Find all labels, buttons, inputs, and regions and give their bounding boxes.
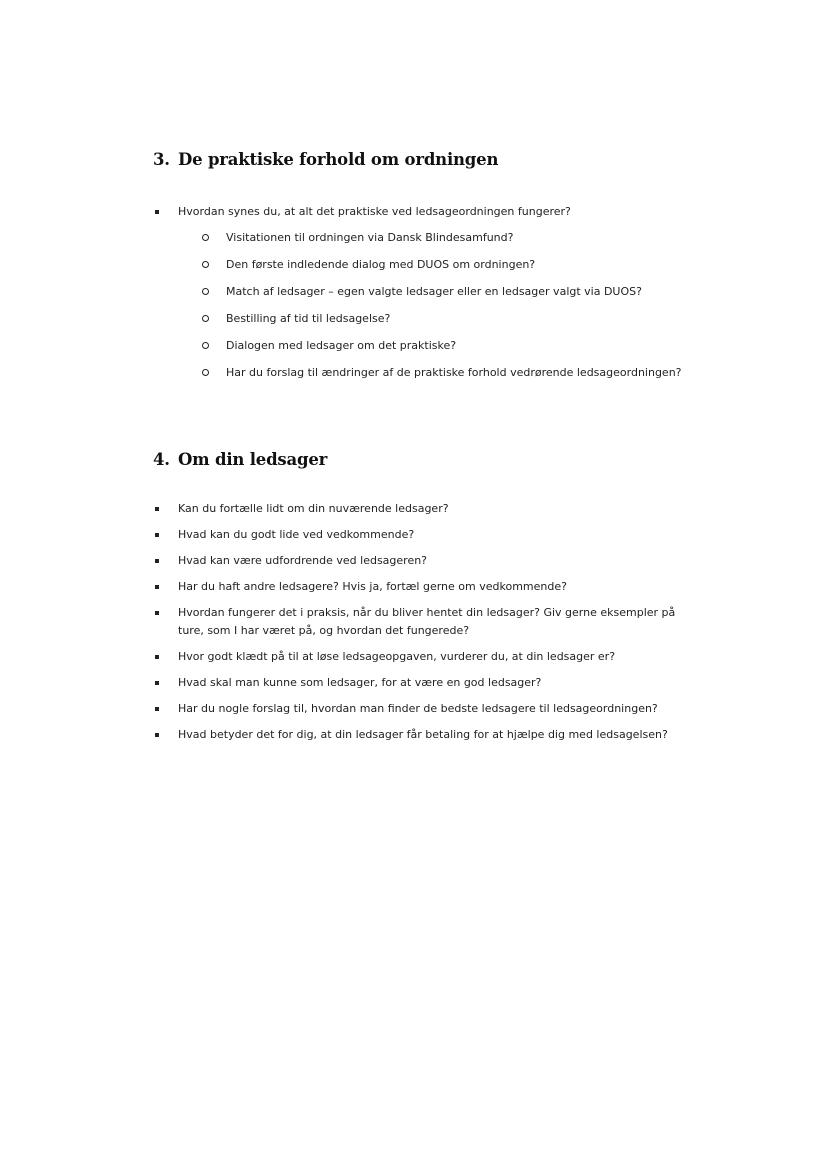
list-item-text: Hvad kan du godt lide ved vedkommende? — [178, 528, 415, 541]
square-bullet-icon — [155, 733, 159, 737]
list-item — [153, 700, 693, 718]
list-item — [153, 674, 693, 692]
section-4-heading — [153, 450, 327, 469]
section-3-number: 3. — [153, 150, 170, 169]
list-item — [153, 726, 693, 744]
list-item-text: Har du haft andre ledsagere? Hvis ja, fortæl gerne om vedkommende? — [178, 580, 567, 593]
list-item-text: Den første indledende dialog med DUOS om ordningen? — [226, 258, 536, 271]
list-item-text: Hvad skal man kunne som ledsager, for at være en god ledsager? — [178, 676, 542, 689]
list-item — [153, 526, 693, 544]
square-bullet-icon — [155, 210, 159, 214]
square-bullet-icon — [155, 707, 159, 711]
list-item-text: Har du nogle forslag til, hvordan man finder de bedste ledsagere til ledsageordningen? — [178, 702, 658, 715]
list-item — [153, 500, 693, 518]
list-item-text: Har du forslag til ændringer af de praktiske forhold vedrørende ledsageordningen? — [226, 366, 682, 379]
circle-bullet-icon — [202, 234, 209, 241]
section-4-list — [153, 500, 693, 752]
list-item-text: Match af ledsager – egen valgte ledsager eller en ledsager valgt via DUOS? — [226, 285, 642, 298]
list-item — [178, 337, 693, 355]
list-item — [178, 256, 693, 274]
square-bullet-icon — [155, 533, 159, 537]
list-item-text: Bestilling af tid til ledsagelse? — [226, 312, 391, 325]
square-bullet-icon — [155, 585, 159, 589]
circle-bullet-icon — [202, 342, 209, 349]
list-item-text: Hvad kan være udfordrende ved ledsageren? — [178, 554, 428, 567]
section-3-question-text: Hvordan synes du, at alt det praktiske ved ledsageordningen fungerer? — [178, 205, 571, 218]
list-item — [178, 229, 693, 247]
list-item — [178, 364, 693, 382]
section-4-title: Om din ledsager — [178, 450, 328, 469]
list-item — [153, 648, 693, 666]
section-3-question — [153, 203, 693, 382]
list-item-text: Dialogen med ledsager om det praktiske? — [226, 339, 457, 352]
square-bullet-icon — [155, 611, 159, 615]
section-3-list — [153, 203, 693, 391]
list-item — [178, 310, 693, 328]
square-bullet-icon — [155, 681, 159, 685]
list-item — [153, 552, 693, 570]
list-item — [178, 283, 693, 301]
square-bullet-icon — [155, 507, 159, 511]
circle-bullet-icon — [202, 261, 209, 268]
circle-bullet-icon — [202, 315, 209, 322]
circle-bullet-icon — [202, 369, 209, 376]
section-4-number: 4. — [153, 450, 170, 469]
list-item — [153, 604, 693, 640]
list-item-text: Kan du fortælle lidt om din nuværende ledsager? — [178, 502, 449, 515]
section-3-title: De praktiske forhold om ordningen — [178, 150, 499, 169]
list-item — [153, 578, 693, 596]
section-3-heading — [153, 150, 498, 169]
square-bullet-icon — [155, 559, 159, 563]
circle-bullet-icon — [202, 288, 209, 295]
list-item-text: Visitationen til ordningen via Dansk Blindesamfund? — [226, 231, 514, 244]
list-item-text: Hvad betyder det for dig, at din ledsager får betaling for at hjælpe dig med ledsagelsen? — [178, 728, 668, 741]
section-3-sub-list — [178, 229, 693, 382]
list-item-text: Hvordan fungerer det i praksis, når du bliver hentet din ledsager? Giv gerne eksempler på ture, som I har været på, og hvordan det fungerede? — [178, 606, 676, 637]
list-item-text: Hvor godt klædt på til at løse ledsageopgaven, vurderer du, at din ledsager er? — [178, 650, 616, 663]
square-bullet-icon — [155, 655, 159, 659]
